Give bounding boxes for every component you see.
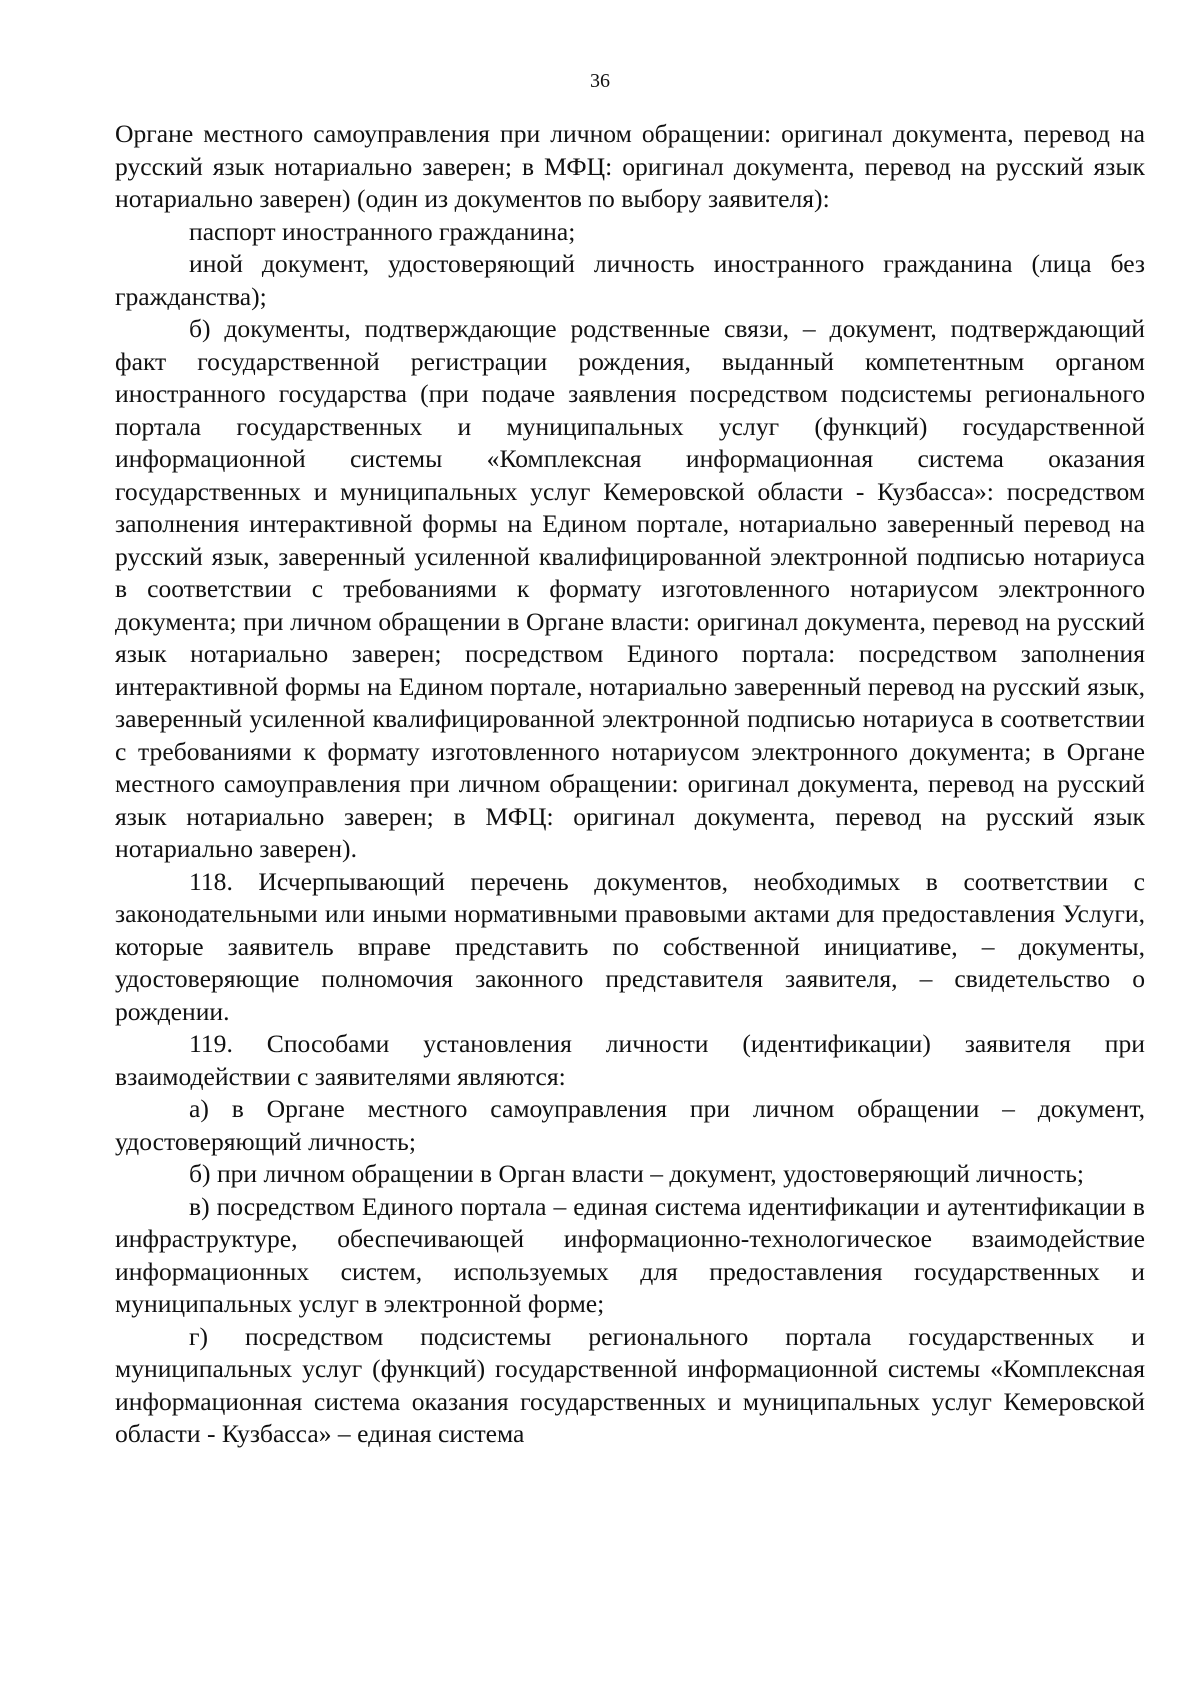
paragraph-119-a: а) в Органе местного самоуправления при личном обращении – документ, удостоверяющий личность; xyxy=(115,1094,1145,1156)
paragraph-118: 118. Исчерпывающий перечень документов, необходимых в соответствии с законодательными или иными нормативными правовыми актами для предоставления Услуги, которые заявитель вправе представить по собственной инициативе, – документы, удостоверяющие полномочия законного представителя заявителя, – свидетельство о рождении. xyxy=(115,866,1145,1026)
paragraph-other-id: иной документ, удостоверяющий личность иностранного гражданина (лица без гражданства); xyxy=(115,249,1145,311)
paragraph-119: 119. Способами установления личности (идентификации) заявителя при взаимодействии с заявителями являются: xyxy=(115,1029,1145,1091)
paragraph-119-v: в) посредством Единого портала – единая система идентификации и аутентификации в инфраструктуре, обеспечивающей информационно-технологическое взаимодействие информационных систем, используемых для предоставления государственных и муниципальных услуг в электронной форме; xyxy=(115,1191,1145,1318)
paragraph-passport: паспорт иностранного гражданина; xyxy=(189,216,576,246)
page-number: 36 xyxy=(590,70,610,92)
paragraph-119-g: г) посредством подсистемы регионального портала государственных и муниципальных услуг (функций) государственной информационной системы «Комплексная информационная система оказания государственных и муниципальных услуг Кемеровской области - Кузбасса» – единая система xyxy=(115,1321,1145,1448)
paragraph-kinship-docs: б) документы, подтверждающие родственные связи, – документ, подтверждающий факт государственной регистрации рождения, выданный компетентным органом иностранного государства (при подаче заявления посредством подсистемы регионального портала государственных и муниципальных услуг (функций) государственной информационной системы «Комплексная информационная система оказания государственных и муниципальных услуг Кемеровской области - Кузбасса»: посредством заполнения интерактивной формы на Едином портале, нотариально заверенный перевод на русский язык, заверенный усиленной квалифицированной электронной подписью нотариуса в соответствии с требованиями к формату изготовленного нотариусом электронного документа; при личном обращении в Органе власти: оригинал документа, перевод на русский язык нотариально заверен; посредством Единого портала: посредством заполнения интерактивной формы на Едином портале, нотариально заверенный перевод на русский язык, заверенный усиленной квалифицированной электронной подписью нотариуса в соответствии с требованиями к формату изготовленного нотариусом электронного документа; в Органе местного самоуправления при личном обращении: оригинал документа, перевод на русский язык нотариально заверен; в МФЦ: оригинал документа, перевод на русский язык нотариально заверен). xyxy=(115,314,1145,863)
document-body xyxy=(115,118,1145,1451)
paragraph-continuation: Органе местного самоуправления при личном обращении: оригинал документа, перевод на русский язык нотариально заверен; в МФЦ: оригинал документа, перевод на русский язык нотариально заверен) (один из документов по выбору заявителя): xyxy=(115,119,1145,213)
paragraph-119-b: б) при личном обращении в Орган власти – документ, удостоверяющий личность; xyxy=(189,1159,1085,1188)
